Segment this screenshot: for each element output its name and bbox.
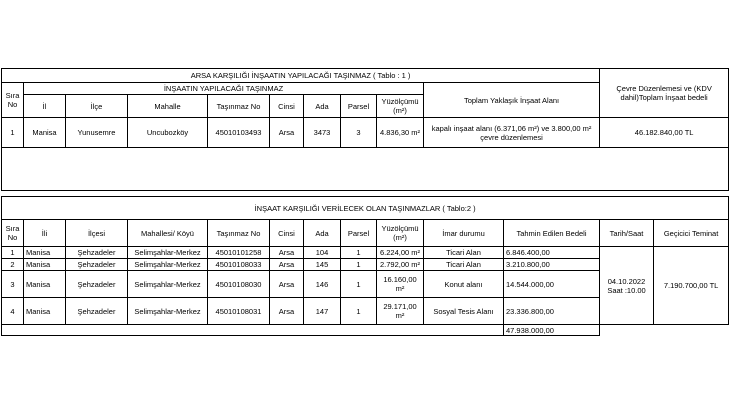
- header-cinsi: Cinsi: [270, 95, 304, 118]
- header-sira: Sıra No: [2, 220, 24, 247]
- cell-sira: 1: [2, 118, 24, 148]
- header-mahalle: Mahallesi/ Köyü: [128, 220, 208, 247]
- cell-yuzolcumu: 29.171,00 m²: [377, 298, 424, 325]
- cell-parsel: 3: [341, 118, 377, 148]
- header-mahalle: Mahalle: [128, 95, 208, 118]
- cell-ada: 104: [304, 247, 341, 259]
- cell-bedel: 23.336.800,00: [504, 298, 600, 325]
- cell-cinsi: Arsa: [270, 298, 304, 325]
- table-1-group-header: İNŞAATIN YAPILACAĞI TAŞINMAZ: [24, 83, 424, 95]
- cell-il: Manisa: [24, 118, 66, 148]
- cell-il: Manisa: [24, 271, 66, 298]
- cell-tasinmaz-no: 45010103493: [208, 118, 270, 148]
- total-spacer: [2, 325, 504, 336]
- cell-il: Manisa: [24, 298, 66, 325]
- cell-tasinmaz-no: 45010101258: [208, 247, 270, 259]
- cell-imar: Ticari Alan: [424, 247, 504, 259]
- table-2: [1, 196, 729, 336]
- header-il: İl: [24, 95, 66, 118]
- header-yuzolcumu: Yüzölçümü (m²): [377, 220, 424, 247]
- header-ada: Ada: [304, 95, 341, 118]
- header-ada: Ada: [304, 220, 341, 247]
- table-1: [1, 68, 729, 191]
- total-row: [2, 325, 729, 336]
- cell-ilce: Şehzadeler: [66, 298, 128, 325]
- header-ilce: İlçesi: [66, 220, 128, 247]
- header-ilce: İlçe: [66, 95, 128, 118]
- header-cinsi: Cinsi: [270, 220, 304, 247]
- cell-tarih-saat: [600, 247, 654, 325]
- cell-il: Manisa: [24, 259, 66, 271]
- cell-bedel: 14.544.000,00: [504, 271, 600, 298]
- header-tahmini-bedel: Tahmin Edilen Bedeli: [504, 220, 600, 247]
- header-il: İli: [24, 220, 66, 247]
- header-imar: İmar durumu: [424, 220, 504, 247]
- cell-mahalle: Uncubozköy: [128, 118, 208, 148]
- cell-tasinmaz-no: 45010108030: [208, 271, 270, 298]
- cell-ilce: Şehzadeler: [66, 259, 128, 271]
- cell-bedel: 46.182.840,00 TL: [600, 118, 729, 148]
- cell-sira: 3: [2, 271, 24, 298]
- cell-il: Manisa: [24, 247, 66, 259]
- cell-yuzolcumu: 16.160,00 m²: [377, 271, 424, 298]
- table-1-title: ARSA KARŞILIĞI İNŞAATIN YAPILACAĞI TAŞINMAZ ( Tablo : 1 ): [2, 69, 600, 83]
- cell-teminat: 7.190.700,00 TL: [654, 247, 729, 325]
- cell-ilce: Şehzadeler: [66, 247, 128, 259]
- header-teminat: Geçicici Teminat: [654, 220, 729, 247]
- cell-parsel: 1: [341, 259, 377, 271]
- table-row: [2, 247, 729, 259]
- cell-ilce: Yunusemre: [66, 118, 128, 148]
- cell-cinsi: Arsa: [270, 247, 304, 259]
- cell-ilce: Şehzadeler: [66, 271, 128, 298]
- cell-mahalle: Selimşahlar-Merkez: [128, 271, 208, 298]
- cell-imar: Sosyal Tesis Alanı: [424, 298, 504, 325]
- cell-mahalle: Selimşahlar-Merkez: [128, 298, 208, 325]
- cell-sira: 1: [2, 247, 24, 259]
- cell-sira: 2: [2, 259, 24, 271]
- saat-text: Saat :10.00: [607, 285, 646, 295]
- tarih-text: 04.10.2022: [607, 276, 646, 286]
- header-yuzolcumu: Yüzölçümü (m²): [377, 95, 424, 118]
- header-cevre: Çevre Düzenlemesi ve (KDV dahil)Toplam İnşaat bedeli: [600, 69, 729, 118]
- cell-yuzolcumu: 4.836,30 m²: [377, 118, 424, 148]
- cell-parsel: 1: [341, 247, 377, 259]
- header-tasinmaz-no: Taşınmaz No: [208, 95, 270, 118]
- cell-tasinmaz-no: 45010108031: [208, 298, 270, 325]
- table-row: [2, 118, 729, 148]
- cell-mahalle: Selimşahlar-Merkez: [128, 259, 208, 271]
- cell-sira: 4: [2, 298, 24, 325]
- cell-parsel: 1: [341, 298, 377, 325]
- header-tasinmaz-no: Taşınmaz No: [208, 220, 270, 247]
- cell-ada: 145: [304, 259, 341, 271]
- header-parsel: Parsel: [341, 95, 377, 118]
- cell-ada: 146: [304, 271, 341, 298]
- cell-cinsi: Arsa: [270, 259, 304, 271]
- cell-ada: 3473: [304, 118, 341, 148]
- header-parsel: Parsel: [341, 220, 377, 247]
- cell-total: 47.938.000,00: [504, 325, 600, 336]
- spacer-row: [2, 148, 729, 191]
- cell-tasinmaz-no: 45010108033: [208, 259, 270, 271]
- table-2-title: İNŞAAT KARŞILIĞI VERİLECEK OLAN TAŞINMAZLAR ( Tablo:2 ): [2, 197, 729, 220]
- cell-ada: 147: [304, 298, 341, 325]
- cell-imar: Ticari Alan: [424, 259, 504, 271]
- cell-imar: Konut alanı: [424, 271, 504, 298]
- total-empty: [600, 325, 729, 336]
- header-sira: Sıra No: [2, 83, 24, 118]
- header-tarih: Tarih/Saat: [600, 220, 654, 247]
- cell-mahalle: Selimşahlar-Merkez: [128, 247, 208, 259]
- cell-bedel: 3.210.800,00: [504, 259, 600, 271]
- cell-yuzolcumu: 2.792,00 m²: [377, 259, 424, 271]
- cell-cinsi: Arsa: [270, 118, 304, 148]
- header-insaat-alani: Toplam Yaklaşık İnşaat Alanı: [424, 83, 600, 118]
- cell-bedel: 6.846.400,00: [504, 247, 600, 259]
- cell-parsel: 1: [341, 271, 377, 298]
- cell-insaat-alani: kapalı inşaat alanı (6.371,06 m²) ve 3.800,00 m² çevre düzenlemesi: [424, 118, 600, 148]
- cell-cinsi: Arsa: [270, 271, 304, 298]
- cell-yuzolcumu: 6.224,00 m²: [377, 247, 424, 259]
